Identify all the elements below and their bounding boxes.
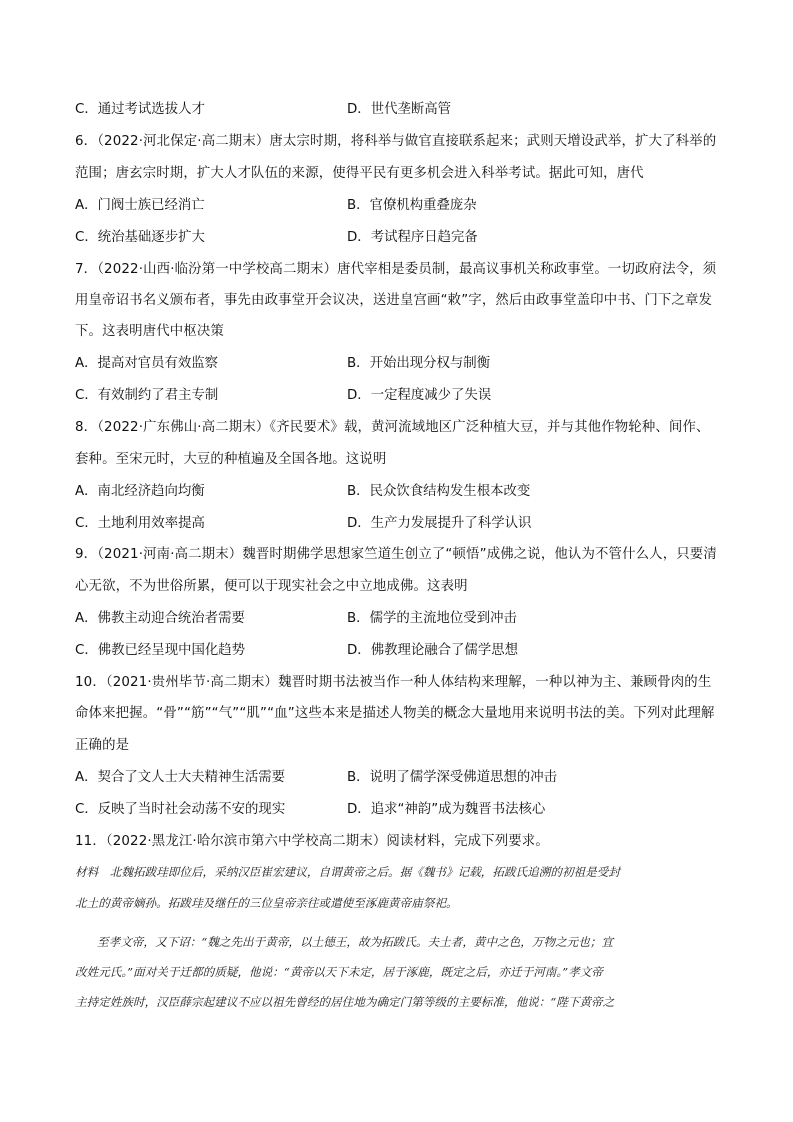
- q10-option-d[interactable]: D．追求“神韵”成为魏晋书法核心: [347, 802, 546, 817]
- q5-options-row-cd: [75, 100, 725, 120]
- q6-option-d[interactable]: D．考试程序日趋完备: [347, 230, 478, 245]
- q7-stem-line-2: 用皇帝诏书名义颁布者，事先由政事堂开会议决，送进皇宫画“敕”字，然后由政事堂盖印中书、门下之章发: [75, 293, 713, 308]
- q6-option-b[interactable]: B．官僚机构重叠庞杂: [347, 198, 477, 213]
- q11-stem: 11．（2022·黑龙江·哈尔滨市第六中学校高二期末）阅读材料，完成下列要求。: [75, 834, 549, 849]
- q7-stem-line-1: 7．（2022·山西·临汾第一中学校高二期末）唐代宰相是委员制，最高议事机关称政事堂。一切政府法令，须: [75, 262, 717, 277]
- q7-option-b[interactable]: B．开始出现分权与制衡: [347, 356, 491, 371]
- q11-material2-line-2: 改姓元氏。”面对关于迁都的质疑，他说：“黄帝以天下未定，居于涿鹿，既定之后，亦迁于河南。”孝文帝: [75, 965, 603, 979]
- q11-material2-line-3: 主持定姓族时，汉臣薛宗起建议不应以祖先曾经的居住地为确定门第等级的主要标准，他说：“陛下黄帝之: [75, 995, 615, 1009]
- q6-stem-line-1: 6．（2022·河北保定·高二期末）唐太宗时期，将科举与做官直接联系起来；武则天增设武举，扩大了科举的: [75, 134, 717, 149]
- q7-options-row-ab: [75, 354, 725, 374]
- q10-stem-line-3: 正确的是: [75, 738, 130, 753]
- q10-option-c[interactable]: C．反映了当时社会动荡不安的现实: [75, 802, 286, 817]
- q9-options-row-cd: [75, 641, 725, 661]
- q7-option-a[interactable]: A．提高对官员有效监察: [75, 356, 219, 371]
- q10-options-row-ab: [75, 768, 725, 788]
- q11-material-line-2: 北土的黄帝嫡孙。拓跋珪及继任的三位皇帝亲往或遣使至涿鹿黄帝庙祭祀。: [75, 896, 458, 910]
- q7-option-d[interactable]: D．一定程度减少了失误: [347, 388, 492, 403]
- q8-stem-line-1: 8．（2022·广东佛山·高二期末）《齐民要术》载，黄河流域地区广泛种植大豆，并与其他作物轮种、间作、: [75, 420, 710, 435]
- q9-option-c[interactable]: C．佛教已经呈现中国化趋势: [75, 643, 246, 658]
- q9-option-d[interactable]: D．佛教理论融合了儒学思想: [347, 643, 518, 658]
- q11-material-line-1: 材料 北魏拓跋珪即位后，采纳汉臣崔宏建议，自谓黄帝之后。据《魏书》记载，拓跋氏追溯的初祖是受封: [75, 865, 620, 879]
- q6-option-c[interactable]: C．统治基础逐步扩大: [75, 230, 205, 245]
- q8-option-a[interactable]: A．南北经济趋向均衡: [75, 484, 205, 499]
- q8-stem-line-2: 套种。至宋元时，大豆的种植遍及全国各地。这说明: [75, 452, 387, 467]
- q10-options-row-cd: [75, 800, 725, 820]
- q6-options-row-ab: [75, 196, 725, 216]
- q10-stem-line-1: 10．（2021·贵州毕节·高二期末）魏晋时期书法被当作一种人体结构来理解，一种以神为主、兼顾骨肉的生: [75, 675, 712, 690]
- q9-option-a[interactable]: A．佛教主动迎合统治者需要: [75, 611, 245, 626]
- q8-options-row-cd: [75, 514, 725, 534]
- q8-option-c[interactable]: C．土地利用效率提高: [75, 516, 205, 531]
- q7-stem-line-3: 下。这表明唐代中枢决策: [75, 324, 224, 339]
- q10-option-a[interactable]: A．契合了文人士大夫精神生活需要: [75, 770, 286, 785]
- q8-options-row-ab: [75, 482, 725, 502]
- q8-option-d[interactable]: D．生产力发展提升了科学认识: [347, 516, 532, 531]
- q7-option-c[interactable]: C．有效制约了君主专制: [75, 388, 219, 403]
- q7-options-row-cd: [75, 386, 725, 406]
- q9-option-b[interactable]: B．儒学的主流地位受到冲击: [347, 611, 517, 626]
- q10-option-b[interactable]: B．说明了儒学深受佛道思想的冲击: [347, 770, 558, 785]
- q9-stem-line-1: 9．（2021·河南·高二期末）魏晋时期佛学思想家竺道生创立了“顿悟”成佛之说，他认为不管什么人，只要清: [75, 547, 717, 562]
- q9-stem-line-2: 心无欲，不为世俗所累，便可以于现实社会之中立地成佛。这表明: [75, 579, 468, 594]
- q11-material2-line-1: 至孝文帝，又下诏：“魏之先出于黄帝，以土德王，故为拓跋氏。夫土者，黄中之色，万物之元也；宜: [97, 935, 614, 949]
- q10-stem-line-2: 命体来把握。“骨”“筋”“气”“肌”“血”这些本来是描述人物美的概念大量地用来说明书法的美。下列对此理解: [75, 706, 715, 721]
- q6-stem-line-2: 范围；唐玄宗时期，扩大人才队伍的来源，使得平民有更多机会进入科举考试。据此可知，唐代: [75, 166, 644, 181]
- q6-options-row-cd: [75, 228, 725, 248]
- q6-option-a[interactable]: A．门阀士族已经消亡: [75, 198, 205, 213]
- q5-option-d[interactable]: D．世代垄断高管: [347, 102, 452, 117]
- q9-options-row-ab: [75, 609, 725, 629]
- q8-option-b[interactable]: B．民众饮食结构发生根本改变: [347, 484, 531, 499]
- q5-option-c[interactable]: C．通过考试选拔人才: [75, 102, 205, 117]
